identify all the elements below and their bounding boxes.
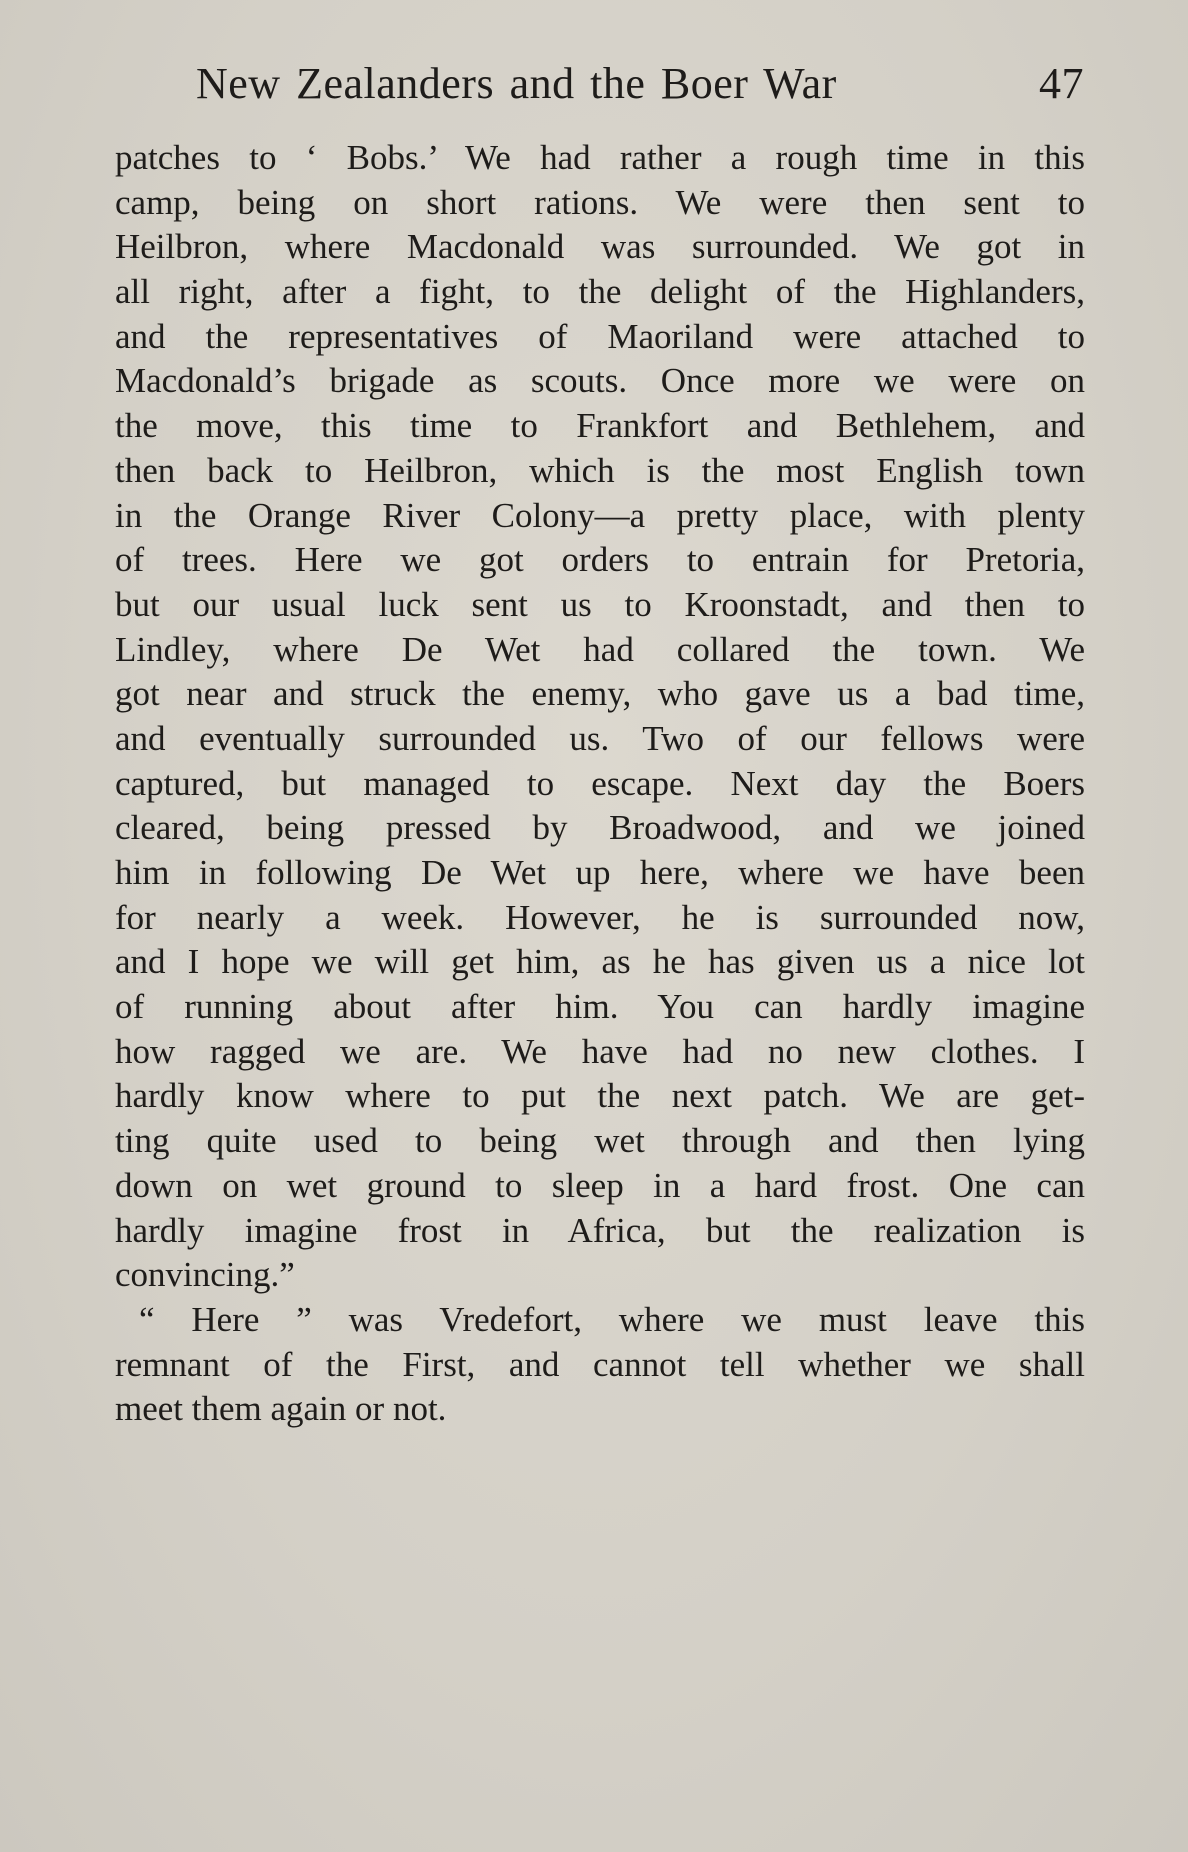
paragraph-1 [115,136,1085,1298]
body-text [115,136,1085,1432]
text-line: remnant of the First, and cannot tell whether we shall [115,1344,1085,1384]
text-line: of running about after him. You can hardly imagine [115,987,1085,1027]
text-line: hardly imagine frost in Africa, but the realization is [115,1210,1085,1250]
page-number: 47 [1039,59,1084,108]
text-line: for nearly a week. However, he is surrounded now, [115,897,1085,937]
text-line: patches to ‘ Bobs.’ We had rather a rough time in this [115,138,1085,177]
paragraph-2 [115,1298,1085,1432]
running-header [196,58,1084,118]
running-title: New Zealanders and the Boer War [196,59,837,108]
text-line: and eventually surrounded us. Two of our fellows were [115,718,1085,758]
text-line: Macdonald’s brigade as scouts. Once more we were on [115,361,1085,401]
text-line: “ Here ” was Vredefort, where we must leave this [139,1299,1085,1339]
text-line: meet them again or not. [115,1389,447,1429]
text-line: convincing.” [115,1255,295,1295]
text-line: down on wet ground to sleep in a hard frost. One can [115,1165,1085,1205]
text-line: him in following De Wet up here, where we have been [115,853,1085,892]
text-line: hardly know where to put the next patch. We are get- [115,1076,1085,1116]
text-line: how ragged we are. We have had no new clothes. I [115,1031,1085,1071]
text-line: and the representatives of Maoriland were attached to [115,316,1085,356]
text-line: then back to Heilbron, which is the most English town [115,450,1085,490]
text-line: in the Orange River Colony—a pretty place, with plenty [115,495,1085,535]
text-line: Lindley, where De Wet had collared the town. We [115,629,1085,669]
text-line: of trees. Here we got orders to entrain for Pretoria, [115,540,1085,580]
text-line: and I hope we will get him, as he has given us a nice lot [115,942,1085,982]
text-line: the move, this time to Frankfort and Bethlehem, and [115,406,1085,446]
text-line: camp, being on short rations. We were then sent to [115,182,1085,222]
text-line: captured, but managed to escape. Next day the Boers [115,763,1085,803]
text-line: ting quite used to being wet through and then lying [115,1121,1085,1161]
text-line: but our usual luck sent us to Kroonstadt, and then to [115,584,1085,624]
text-line: cleared, being pressed by Broadwood, and we joined [115,808,1085,848]
text-line: got near and struck the enemy, who gave us a bad time, [115,674,1085,714]
text-line: all right, after a fight, to the delight of the Highlanders, [115,272,1085,312]
text-line: Heilbron, where Macdonald was surrounded. We got in [115,227,1085,267]
